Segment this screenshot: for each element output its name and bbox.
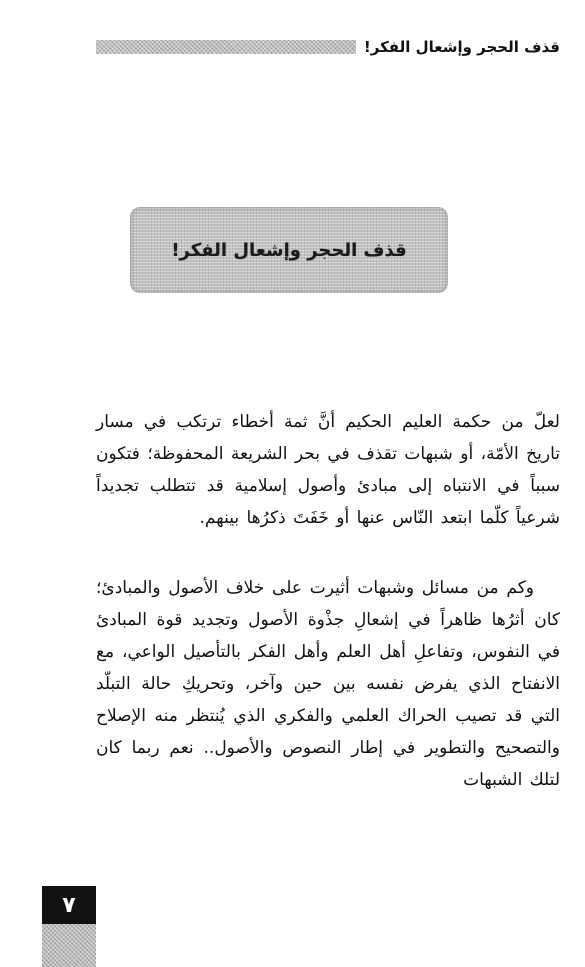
- paragraph-text: وكم من مسائل وشبهات أثيرت على خلاف الأصول والمبادئ؛ كان أثرُها ظاهراً في إشعالِ جذْوة الأصول وتجديد قوة المبادئ في النفوس، وتفاعلِ أهل العلم وأهل الفكر بالتأصيل الواعي، مع الانفتاح الذي يفرض نفسه بين حين وآخر، وتحريكِ حالة التبلّد التي قد تصيب الحراك العلمي والفكري الذي يُنتظر منه الإصلاح والتصحيح والتطوير في إطار النصوص والأصول.. نعم ربما كان لتلك الشبهات: [96, 578, 560, 790]
- chapter-title: قذف الحجر وإشعال الفكر!: [171, 239, 407, 261]
- page-number-box: [42, 886, 96, 924]
- page-edge-tab: [42, 924, 96, 967]
- header-decorative-bar: [96, 40, 356, 54]
- chapter-title-box: [130, 207, 448, 293]
- running-header-title: قذف الحجر وإشعال الفكر!: [363, 38, 560, 56]
- body-paragraph-2: [96, 572, 560, 796]
- page-number: ٧: [62, 892, 76, 918]
- body-paragraph-1: [96, 406, 560, 534]
- paragraph-text: لعلّ من حكمة العليم الحكيم أنَّ ثمة أخطاء ترتكب في مسار تاريخ الأمّة، أو شبهات تقذف في بحر الشريعة المحفوظة؛ فتكون سبباً في الانتباه إلى مبادئ وأصول إسلامية قد تتطلب تجديداً شرعياً كلّما ابتعد النّاس عنها أو خَفَتَ ذكرُها بينهم.: [96, 412, 560, 528]
- running-header: [96, 36, 560, 58]
